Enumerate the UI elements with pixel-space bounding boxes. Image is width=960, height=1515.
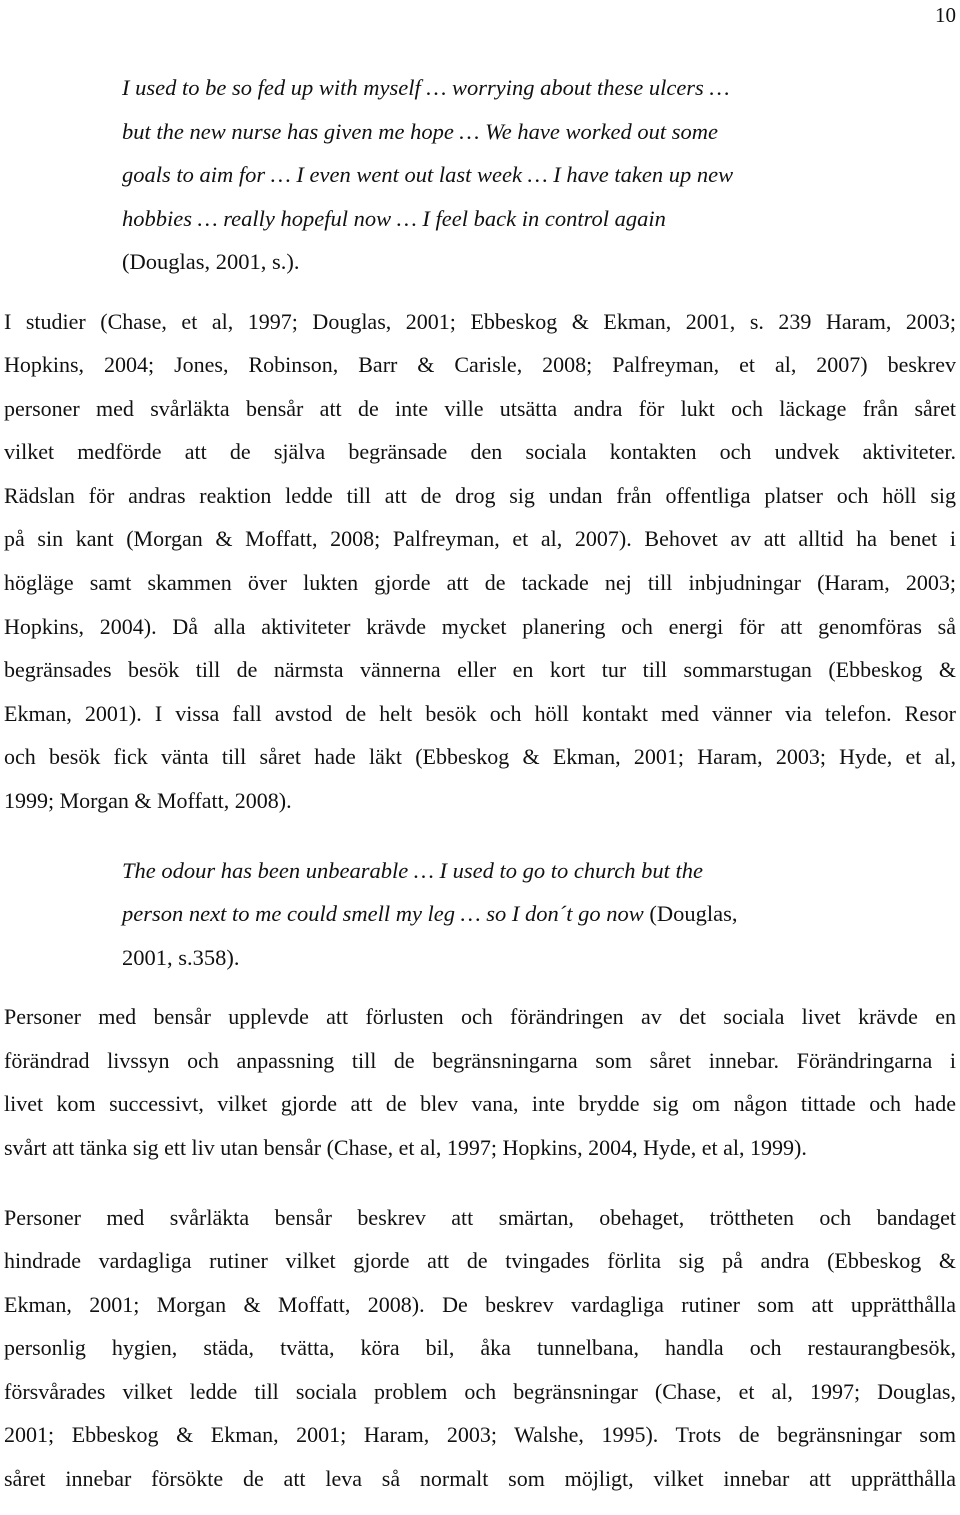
paragraph-daily-routines [4,1196,956,1501]
paragraph-adaptation [4,995,956,1169]
quote-line: but the new nurse has given me hope … We have worked out some [122,118,718,144]
paragraph-line: I studier (Chase, et al, 1997; Douglas, 2001; Ebbeskog & Ekman, 2001, s. 239 Haram, 2003; [4,308,956,334]
document-body [4,66,956,1501]
quote-line: goals to aim for … I even went out last week … I have taken up new [122,162,734,187]
paragraph-line: såret innebar försökte de att leva så normalt som möjligt, vilket innebar att upprätthålla [4,1466,956,1492]
paragraph-line: Hopkins, 2004; Jones, Robinson, Barr & Carisle, 2008; Palfreyman, et al, 2007) beskrev [4,352,956,378]
quote-citation: 2001, s.358). [122,944,240,970]
paragraph-line: Rädslan för andras reaktion ledde till att de drog sig undan från offentliga platser och höll sig [4,482,956,508]
block-quote-1 [122,66,822,284]
quote-citation: (Douglas, [643,901,738,927]
quote-line: The odour has been unbearable … I used to go to church but the [122,857,703,883]
paragraph-line: vilket medförde att de själva begränsade den sociala kontakten och undvek aktiviteter. [4,439,956,465]
quote-line [122,892,822,936]
block-quote-2 [122,849,822,980]
paragraph-line: 1999; Morgan & Moffatt, 2008). [4,788,292,814]
paragraph-line: och besök fick vänta till såret hade läkt (Ebbeskog & Ekman, 2001; Haram, 2003; Hyde, et al, [4,744,956,770]
quote-text: person next to me could smell my leg … so I don´t go now [122,901,644,927]
paragraph-line: svårt att tänka sig ett liv utan bensår (Chase, et al, 1997; Hopkins, 2004, Hyde, et al, 1999). [4,1134,807,1160]
paragraph-line: högläge samt skammen över lukten gjorde att de tackade nej till inbjudningar (Haram, 2003; [4,570,956,596]
paragraph-line: försvårades vilket ledde till sociala problem och begränsningar (Chase, et al, 1997; Douglas, [4,1378,956,1404]
paragraph-line: personlig hygien, städa, tvätta, köra bil, åka tunnelbana, handla och restaurangbesök, [4,1335,956,1361]
paragraph-line: på sin kant (Morgan & Moffatt, 2008; Palfreyman, et al, 2007). Behovet av att alltid ha benet i [4,526,956,552]
paragraph-line: Ekman, 2001; Morgan & Moffatt, 2008). De beskrev vardagliga rutiner som att upprätthålla [4,1291,956,1317]
paragraph-line: personer med svårläkta bensår att de inte ville utsätta andra för lukt och läckage från såret [4,395,956,421]
quote-citation: (Douglas, 2001, s.). [122,249,300,274]
paragraph-line: begränsades besök till de närmsta vännerna eller en kort tur till sommarstugan (Ebbeskog & [4,657,956,683]
quote-line: I used to be so fed up with myself … worrying about these ulcers … [122,75,730,100]
paragraph-line: 2001; Ebbeskog & Ekman, 2001; Haram, 2003; Walshe, 1995). Trots de begränsningar som [4,1422,956,1448]
quote-line: hobbies … really hopeful now … I feel back in control again [122,205,666,231]
paragraph-line: livet kom successivt, vilket gjorde att de blev vana, inte brydde sig om någon tittade och hade [4,1091,956,1117]
paragraph-social-isolation [4,300,956,823]
paragraph-line: Personer med svårläkta bensår beskrev att smärtan, obehaget, tröttheten och bandaget [4,1204,956,1230]
paragraph-line: Ekman, 2001). I vissa fall avstod de helt besök och höll kontakt med vänner via telefon. Resor [4,700,956,726]
page-number: 10 [935,3,956,27]
paragraph-line: förändrad livssyn och anpassning till de begränsningarna som såret innebar. Förändringarna i [4,1047,956,1073]
paragraph-line: hindrade vardagliga rutiner vilket gjorde att de tvingades förlita sig på andra (Ebbeskog & [4,1248,956,1274]
paragraph-line: Hopkins, 2004). Då alla aktiviteter krävde mycket planering och energi för att genomföras så [4,613,956,639]
paragraph-line: Personer med bensår upplevde att förlusten och förändringen av det sociala livet krävde en [4,1004,956,1030]
